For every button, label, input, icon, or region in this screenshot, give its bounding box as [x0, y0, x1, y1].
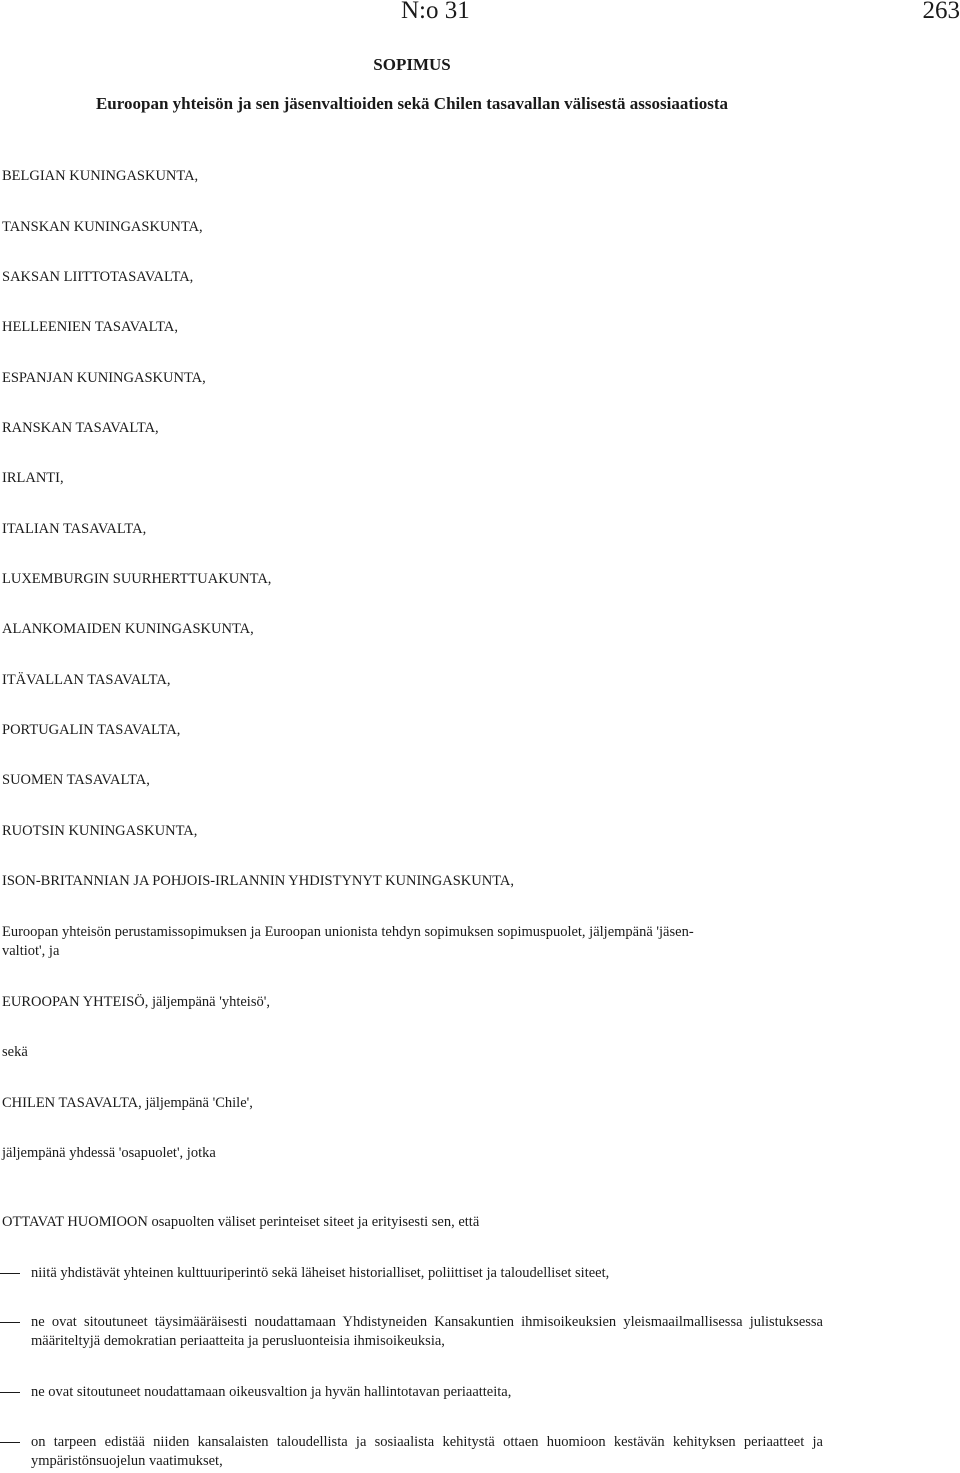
recital-text: ne ovat sitoutuneet täysimääräisesti noudattamaan Yhdistyneiden Kansakuntien ihmisoikeuksien yleismaailmallisessa julistuksessa määriteltyjä demokratian periaatteita ja perusluonteisia ihmisoikeuksia,: [31, 1314, 823, 1349]
party-austria: ITÄVALLAN TASAVALTA,: [2, 672, 171, 688]
party-netherlands: ALANKOMAIDEN KUNINGASKUNTA,: [2, 621, 254, 637]
party-finland: SUOMEN TASAVALTA,: [2, 772, 150, 788]
recital-text: on tarpeen edistää niiden kansalaisten taloudellista ja sosiaalista kehitystä ottaen huomioon kestävän kehityksen periaatteet ja ympäristönsuojelun vaatimukset,: [31, 1434, 823, 1469]
party-spain: ESPANJAN KUNINGASKUNTA,: [2, 370, 206, 386]
party-sweden: RUOTSIN KUNINGASKUNTA,: [2, 823, 198, 839]
parties-together: jäljempänä yhdessä 'osapuolet', jotka: [2, 1145, 216, 1161]
party-ireland: IRLANTI,: [2, 470, 64, 486]
document-subtitle: Euroopan yhteisön ja sen jäsenvaltioiden sekä Chilen tasavallan välisestä assosiaatiosta: [95, 94, 729, 113]
recital-text: ne ovat sitoutuneet noudattamaan oikeusvaltion ja hyvän hallintotavan periaatteita,: [31, 1384, 512, 1400]
dash-bullet: [0, 1273, 20, 1274]
party-italy: ITALIAN TASAVALTA,: [2, 521, 147, 537]
member-states-paragraph-line-2: valtiot', ja: [2, 943, 60, 959]
member-states-paragraph-line-1: Euroopan yhteisön perustamissopimuksen ja Euroopan unionista tehdyn sopimuksen sopimuspuolet, jäljempänä 'jäsen-: [2, 924, 694, 940]
party-denmark: TANSKAN KUNINGASKUNTA,: [2, 219, 203, 235]
page-number: 263: [922, 0, 960, 24]
chile-party: CHILEN TASAVALTA, jäljempänä 'Chile',: [2, 1095, 253, 1111]
considering-clause: OTTAVAT HUOMIOON osapuolten väliset perinteiset siteet ja erityisesti sen, että: [2, 1214, 480, 1230]
party-germany: SAKSAN LIITTOTASAVALTA,: [2, 269, 194, 285]
party-belgium: BELGIAN KUNINGASKUNTA,: [2, 168, 199, 184]
recital-text: niitä yhdistävät yhteinen kulttuuriperintö sekä läheiset historialliset, poliittiset ja taloudelliset siteet,: [31, 1265, 610, 1281]
community-party: EUROOPAN YHTEISÖ, jäljempänä 'yhteisö',: [2, 994, 270, 1010]
party-luxembourg: LUXEMBURGIN SUURHERTTUAKUNTA,: [2, 571, 272, 587]
party-united-kingdom: ISON-BRITANNIAN JA POHJOIS-IRLANNIN YHDISTYNYT KUNINGASKUNTA,: [2, 873, 515, 889]
and-conjunction: sekä: [2, 1044, 28, 1060]
document-title: SOPIMUS: [373, 55, 451, 74]
dash-bullet: [0, 1442, 20, 1443]
dash-bullet: [0, 1392, 20, 1393]
party-portugal: PORTUGALIN TASAVALTA,: [2, 722, 181, 738]
dash-bullet: [0, 1322, 20, 1323]
journal-issue-number: N:o 31: [401, 0, 470, 24]
party-france: RANSKAN TASAVALTA,: [2, 420, 159, 436]
party-greece: HELLEENIEN TASAVALTA,: [2, 319, 178, 335]
